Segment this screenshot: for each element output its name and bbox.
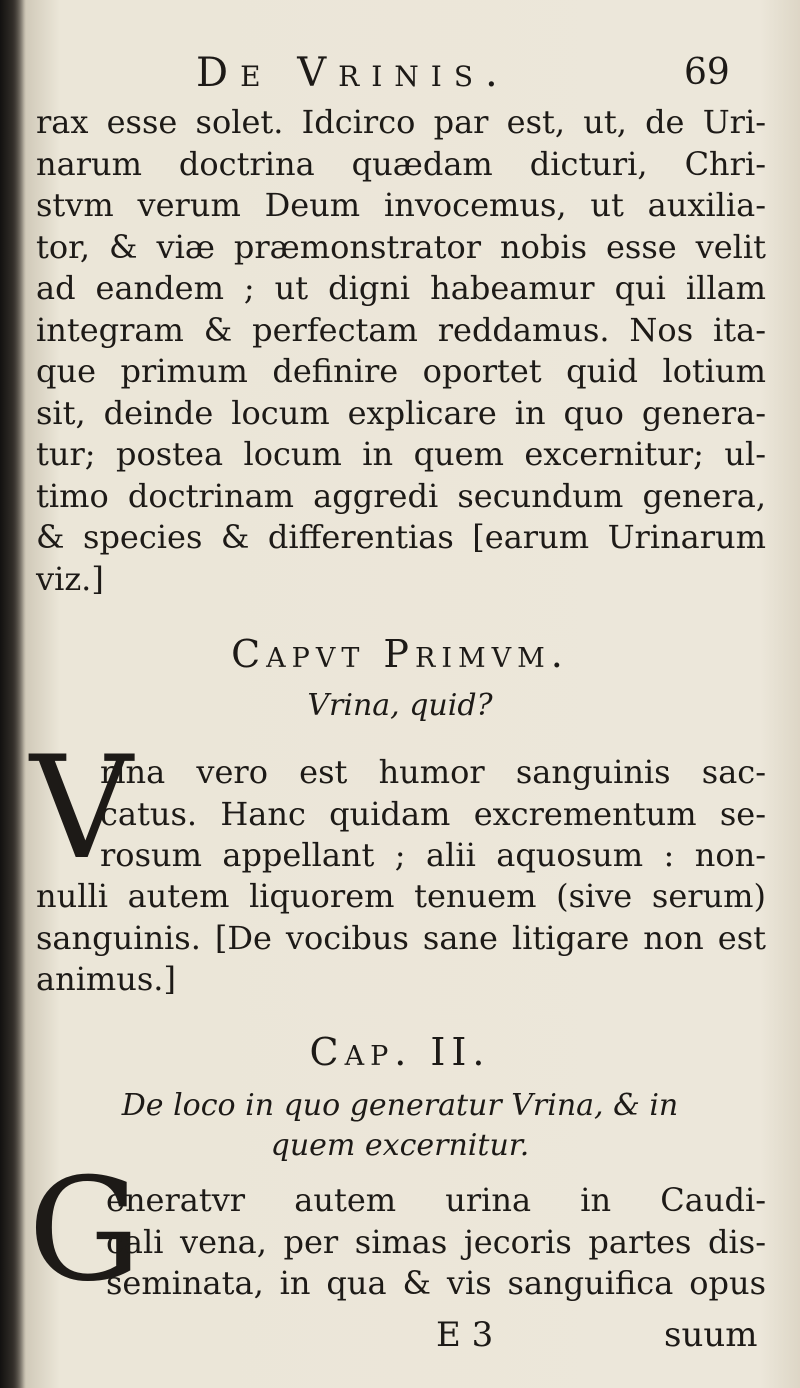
text-line: timo doctrinam aggredi secundum genera, — [36, 476, 766, 515]
text-line: nulli autem liquorem tenuem (sive serum) — [36, 877, 766, 915]
text-line: animus.] — [36, 960, 176, 998]
chapter-1-paragraph — [36, 876, 766, 1001]
text-line: sit, deinde locum explicare in quo genera- — [36, 393, 766, 432]
text-line: rax esse solet. Idcirco par est, ut, de Uri- — [36, 103, 766, 141]
text-line: tor, & viæ præmonstrator nobis esse velit — [36, 227, 766, 266]
text-line: stvm verum Deum invocemus, ut auxilia- — [36, 186, 766, 224]
chapter-2-heading: Cap. II. — [309, 1030, 491, 1074]
text-line: rosum appellant ; alii aquosum : non- — [100, 836, 766, 874]
catchword: suum — [664, 1315, 758, 1355]
chapter-2-subtitle-line-2: quem excernitur. — [270, 1128, 530, 1163]
text-line: ad eandem ; ut digni habeamur qui illam — [36, 269, 766, 307]
intro-paragraph — [36, 102, 766, 600]
chapter-1-dropcap: V — [30, 726, 133, 891]
text-line: rina vero est humor sanguinis sac- — [100, 753, 766, 791]
text-line: seminata, in qua & vis sanguifica opus — [106, 1264, 766, 1302]
text-line: narum doctrina quædam dicturi, Chri- — [36, 144, 766, 183]
text-line: & species & differentias [earum Urinarum — [36, 518, 766, 556]
chapter-2-dropcap: G — [28, 1148, 142, 1313]
text-line: sanguinis. [De vocibus sane litigare non est — [36, 918, 766, 957]
text-line: cali vena, per simas jecoris partes dis- — [106, 1222, 766, 1261]
chapter-1-heading: Capvt Primvm. — [231, 632, 569, 676]
text-line: viz.] — [36, 559, 104, 598]
chapter-2-paragraph-indented — [106, 1180, 766, 1305]
text-line: integram & perfectam reddamus. Nos ita- — [36, 310, 766, 349]
text-line: catus. Hanc quidam excrementum se- — [100, 794, 766, 833]
chapter-1-subtitle: Vrina, quid? — [307, 688, 493, 723]
running-head-title: De Vrinis. — [196, 50, 510, 96]
chapter-1-paragraph-indented — [100, 752, 766, 877]
page-number: 69 — [684, 52, 730, 93]
text-line: eneratvr autem urina in Caudi- — [106, 1181, 766, 1219]
chapter-2-subtitle-line-1: De loco in quo generatur Vrina, & in — [121, 1088, 679, 1123]
signature-mark: E 3 — [436, 1315, 494, 1355]
text-line: tur; postea locum in quem excernitur; ul- — [36, 435, 766, 473]
running-head — [0, 50, 800, 100]
text-line: que primum definire oportet quid lotium — [36, 352, 766, 390]
